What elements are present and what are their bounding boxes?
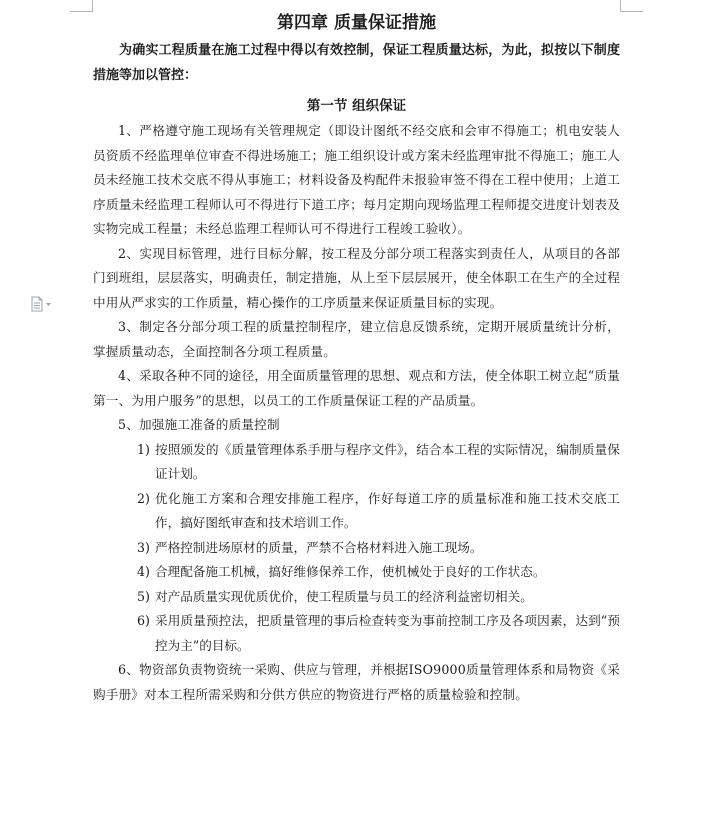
list-item-text: 合理配备施工机械，搞好维修保养工作，使机械处于良好的工作状态。 (155, 564, 546, 579)
paragraph-3: 3、制定各分部分项工程的质量控制程序，建立信息反馈系统，定期开展质量统计分析，掌握质量动态，全面控制各分项工程质量。 (93, 319, 620, 359)
list-item-number: 6) (137, 613, 150, 628)
list-item-number: 2) (137, 490, 150, 506)
list-item (93, 438, 620, 487)
list-item (93, 560, 620, 585)
paragraph-1: 1、严格遵守施工现场有关管理规定（即设计图纸不经交底和会审不得施工；机电安装人员资质不经监理单位审查不得进场施工；施工组织设计或方案未经监理审批不得施工；施工人员未经施工技术交底不得从事施工；材料设备及构配件未报验审签不得在工程中使用；上道工序质量未经监理工程师认可不得进行下道工序；每月定期向现场监理工程师提交进度计划表及实物完成工程量；未经总监理工程师认可不得进行工程竣工验收）。 (93, 123, 620, 236)
list-item (93, 487, 620, 536)
list-item (93, 536, 620, 561)
list-item-text: 严格控制进场原材的质量，严禁不合格材料进入施工现场。 (155, 539, 483, 555)
paragraph-2: 2、实现目标管理，进行目标分解，按工程及分部分项工程落实到责任人，从项目的各部门到班组，层层落实，明确责任，制定措施，从上至下层层展开，使全体职工在生产的全过程中用从严求实的工作质量，精心操作的工序质量来保证质量目标的实现。 (93, 245, 620, 310)
crop-mark-top-left-horizontal (70, 11, 92, 12)
crop-mark-top-right-horizontal (621, 11, 643, 12)
paragraph-4: 4、采取各种不同的途径，用全面质量管理的思想、观点和方法，使全体职工树立起“质量第一、为用户服务”的思想，以员工的工作质量保证工程的产品质量。 (93, 368, 620, 408)
paragraph-6: 6、物资部负责物资统一采购、供应与管理，并根据ISO9000质量管理体系和局物资《采购手册》对本工程所需采购和分供方供应的物资进行严格的质量检验和控制。 (93, 662, 620, 702)
list-item (93, 585, 620, 610)
list-item-text: 采用质量预控法，把质量管理的事后检查转变为事前控制工序及各项因素，达到“预控为主”的目标。 (155, 613, 620, 653)
list-item-number: 3) (137, 539, 150, 555)
document-icon[interactable] (30, 296, 52, 312)
sub-item-list (93, 438, 620, 659)
list-item (93, 609, 620, 658)
section-title: 第一节 组织保证 (306, 98, 407, 114)
chapter-title: 第四章 质量保证措施 (277, 13, 436, 33)
list-item-number: 5) (137, 588, 150, 604)
list-item-text: 对产品质量实现优质优价，使工程质量与员工的经济利益密切相关。 (155, 588, 533, 604)
document-page (93, 8, 620, 707)
intro-paragraph: 为确实工程质量在施工过程中得以有效控制，保证工程质量达标，为此，拟按以下制度措施等加以管控： (93, 43, 620, 83)
paragraph-5: 5、加强施工准备的质量控制 (118, 417, 280, 432)
list-item-text: 优化施工方案和合理安排施工程序，作好每道工序的质量标准和施工技术交底工作，搞好图纸审查和技术培训工作。 (155, 490, 620, 530)
list-item-number: 4) (137, 564, 150, 579)
list-item-text: 按照颁发的《质量管理体系手册与程序文件》，结合本工程的实际情况，编制质量保证计划。 (155, 441, 620, 481)
list-item-number: 1) (137, 441, 150, 457)
